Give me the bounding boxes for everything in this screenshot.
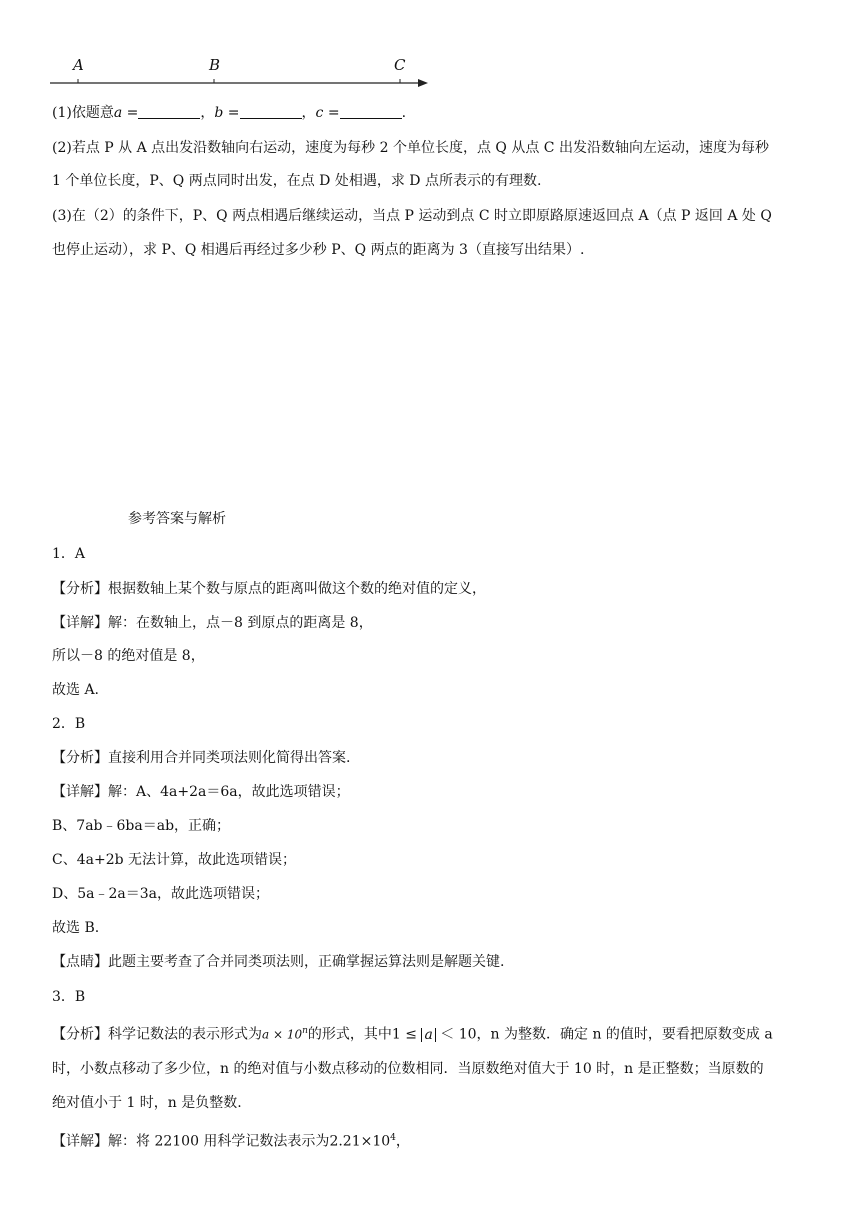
- answer-1-choose: 故选 A.: [52, 682, 100, 698]
- absolute-value-bars: a: [421, 1028, 435, 1042]
- answer-2-comment: 【点睛】此题主要考查了合并同类项法则，正确掌握运算法则是解题关键.: [52, 954, 505, 970]
- answer-3-analysis-line-3: 绝对值小于 1 时，n 是负整数.: [52, 1095, 242, 1111]
- answer-blank-b[interactable]: [240, 104, 302, 119]
- answer-1-analysis: 【分析】根据数轴上某个数与原点的距离叫做这个数的绝对值的定义，: [52, 581, 486, 597]
- answer-2-number: 2．B: [52, 716, 86, 732]
- answer-2-option-c: C、4a+2b 无法计算，故此选项错误；: [52, 852, 297, 868]
- answer-blank-a[interactable]: [138, 104, 200, 119]
- question-part-3-line-1: (3)在（2）的条件下，P、Q 两点相遇后继续运动，当点 P 运动到点 C 时立即原路原速返回点 A（点 P 返回 A 处 Q: [52, 208, 772, 224]
- point-label-a: A: [73, 56, 84, 74]
- answer-2-option-d: D、5a﹣2a＝3a，故此选项错误；: [52, 886, 269, 902]
- answer-2-option-b: B、7ab﹣6ba＝ab，正确；: [52, 818, 231, 834]
- answer-3-number: 3．B: [52, 989, 86, 1005]
- answer-1-so: 所以－8 的绝对值是 8，: [52, 648, 205, 664]
- answer-3-detail: 【详解】解：将 22100 用科学记数法表示为$2.21\times 10^4$，: [52, 1133, 410, 1150]
- point-label-b: B: [209, 56, 221, 74]
- question-part-2-line-1: (2)若点 P 从 A 点出发沿数轴向右运动，速度为每秒 2 个单位长度，点 Q 从点 C 出发沿数轴向左运动，速度为每秒: [52, 140, 769, 156]
- arrow-right-icon: [418, 79, 428, 87]
- number-line-axis: [48, 52, 438, 96]
- question-part-3-line-2: 也停止运动），求 P、Q 相遇后再经过多少秒 P、Q 两点的距离为 3（直接写出结果）.: [52, 242, 585, 258]
- answer-1-number: 1．A: [52, 546, 86, 562]
- point-label-c: C: [394, 56, 406, 74]
- answers-heading: 参考答案与解析: [128, 511, 226, 527]
- question-part-1: (1)依题意a = ，b = ，c = .: [52, 105, 407, 121]
- answer-2-analysis: 【分析】直接利用合并同类项法则化简得出答案.: [52, 750, 351, 766]
- number-line: [48, 52, 438, 96]
- answer-1-detail: 【详解】解：在数轴上，点－8 到原点的距离是 8，: [52, 615, 373, 631]
- question-part-2-line-2: 1 个单位长度，P、Q 两点同时出发，在点 D 处相遇，求 D 点所表示的有理数.: [52, 173, 542, 189]
- answer-3-analysis-line-2: 时，小数点移动了多少位，n 的绝对值与小数点移动的位数相同．当原数绝对值大于 10 时，n 是正整数；当原数的: [52, 1061, 764, 1077]
- answer-blank-c[interactable]: [340, 104, 402, 119]
- answer-2-choose: 故选 B.: [52, 920, 100, 936]
- answer-3-analysis-line-1: 【分析】科学记数法的表示形式为$a \times 10^n$的形式，其中1 ≤ a ＜ 10，n 为整数．确定 n 的值时，要看把原数变成 a: [52, 1026, 773, 1043]
- answer-2-detail: 【详解】解：A、4a+2a＝6a，故此选项错误；: [52, 784, 350, 800]
